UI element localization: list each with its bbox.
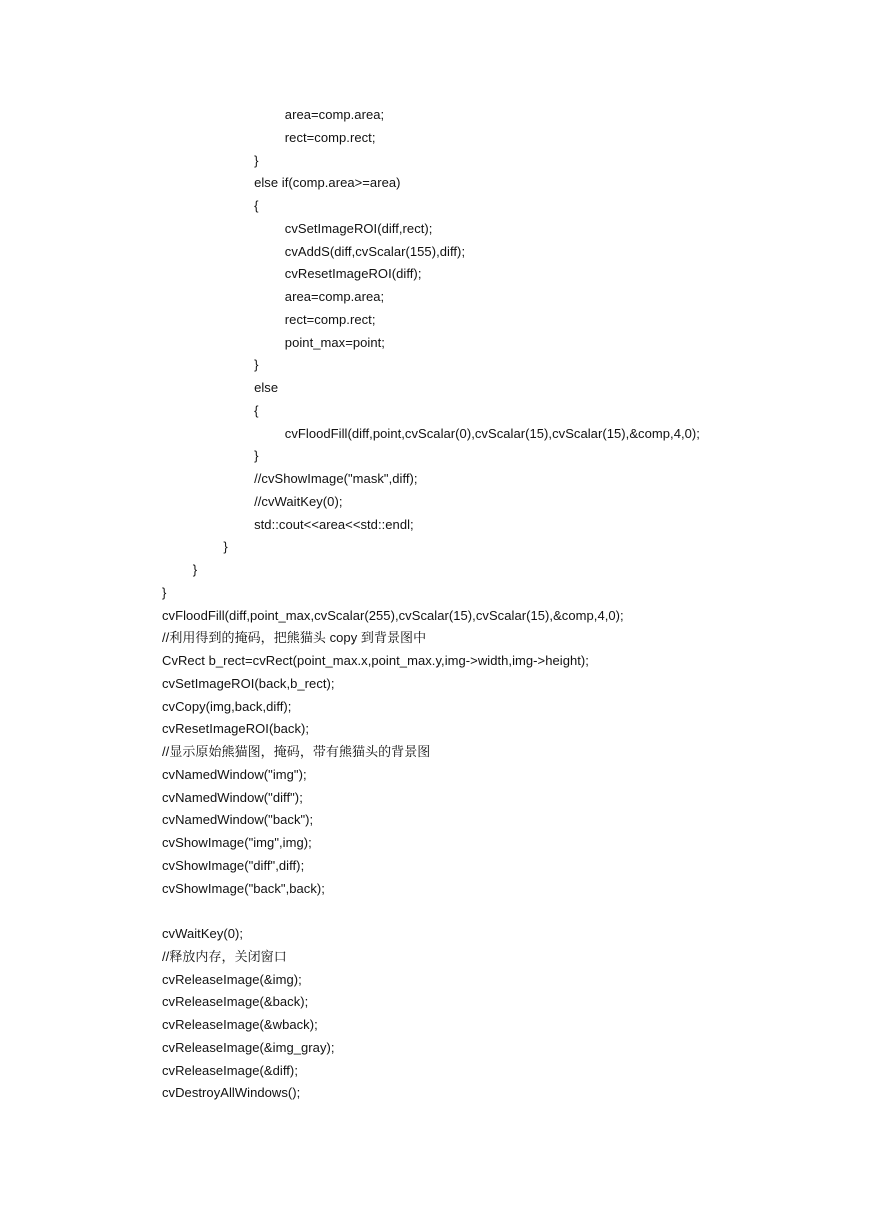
code-line: rect=comp.rect; <box>284 129 376 145</box>
code-line: } <box>223 539 228 555</box>
code-line: { <box>254 402 259 418</box>
code-line: //利用得到的掩码，把熊猫头 copy 到背景图中 <box>162 630 427 646</box>
code-line: cvAddS(diff,cvScalar(155),diff); <box>284 243 466 259</box>
code-line: //显示原始熊猫图，掩码，带有熊猫头的背景图 <box>162 744 431 759</box>
code-line: cvReleaseImage(&wback); <box>162 1017 318 1032</box>
code-line: cvReleaseImage(&img); <box>162 971 302 987</box>
code-line: cvFloodFill(diff,point_max,cvScalar(255),cvScalar(15),cvScalar(15),&comp,4,0); <box>162 607 624 623</box>
code-line: cvResetImageROI(back); <box>162 721 310 737</box>
code-line: cvWaitKey(0); <box>162 926 244 941</box>
code-line: //cvWaitKey(0); <box>254 493 343 509</box>
code-line: { <box>254 198 259 213</box>
code-line <box>0 900 869 923</box>
code-line: cvReleaseImage(&back); <box>162 994 309 1010</box>
code-line: cvShowImage("back",back); <box>162 880 325 896</box>
code-line: rect=comp.rect; <box>284 311 376 327</box>
code-line: //cvShowImage("mask",diff); <box>254 471 418 486</box>
code-line: cvShowImage("img",img); <box>162 835 312 850</box>
code-line: area=comp.area; <box>284 289 385 304</box>
code-line: std::cout<<area<<std::endl; <box>254 516 414 532</box>
code-line: CvRect b_rect=cvRect(point_max.x,point_max.y,img->width,img->height); <box>162 653 589 668</box>
code-line: cvShowImage("diff",diff); <box>162 857 305 873</box>
code-line: } <box>254 152 259 168</box>
code-line: cvCopy(img,back,diff); <box>162 698 292 714</box>
code-line: cvFloodFill(diff,point,cvScalar(0),cvScalar(15),cvScalar(15),&comp,4,0); <box>284 425 700 441</box>
code-line: else if(comp.area>=area) <box>254 175 401 191</box>
code-line: cvNamedWindow("img"); <box>162 766 307 782</box>
code-line: cvResetImageROI(diff); <box>284 266 422 282</box>
code-line: } <box>254 357 259 373</box>
code-line: //释放内存，关闭窗口 <box>162 948 287 964</box>
code-line: } <box>254 448 259 464</box>
code-line: } <box>192 562 198 577</box>
code-line: cvNamedWindow("diff"); <box>162 789 303 805</box>
code-line: area=comp.area; <box>284 107 385 122</box>
code-line: else <box>254 380 279 395</box>
code-line: cvSetImageROI(back,b_rect); <box>162 675 335 691</box>
code-line: cvReleaseImage(&img_gray); <box>162 1039 335 1055</box>
code-line: cvDestroyAllWindows(); <box>162 1085 301 1101</box>
code-listing <box>0 104 869 1105</box>
code-line: } <box>162 584 167 600</box>
code-line: point_max=point; <box>284 334 385 350</box>
code-line: cvSetImageROI(diff,rect); <box>284 220 433 236</box>
code-line: cvNamedWindow("back"); <box>162 812 314 828</box>
code-line: cvReleaseImage(&diff); <box>162 1062 298 1078</box>
